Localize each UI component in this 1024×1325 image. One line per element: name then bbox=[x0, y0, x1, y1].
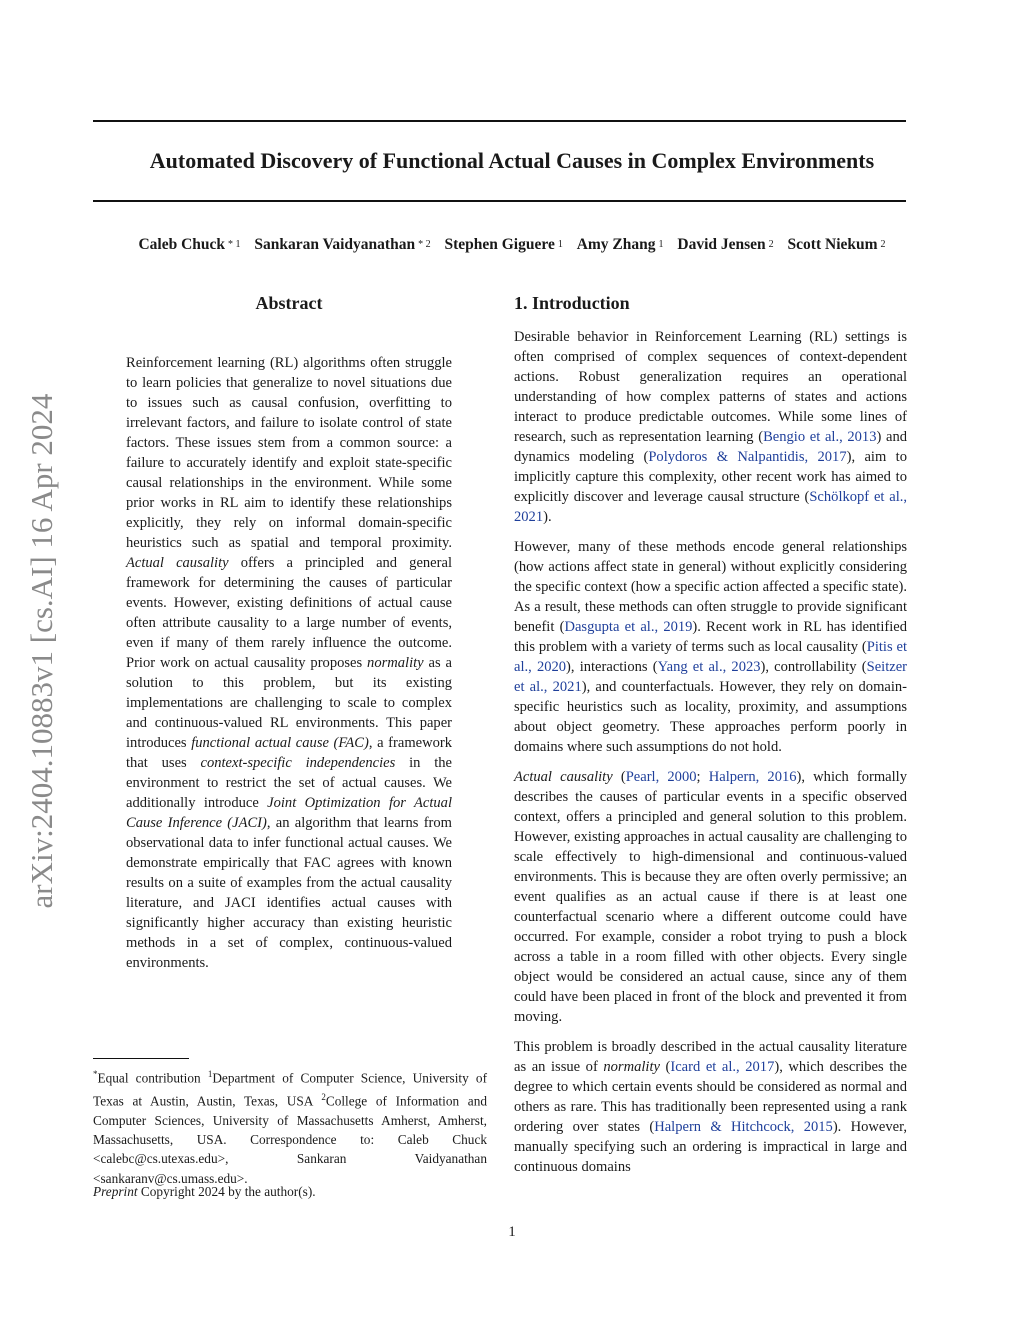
citation-link[interactable]: Halpern, 2016 bbox=[708, 769, 797, 785]
footnote-rule bbox=[93, 1058, 189, 1059]
author: Sankaran Vaidyanathan $^{* 2}$ bbox=[254, 236, 431, 253]
citation-link[interactable]: Seitzer et al., 2021 bbox=[514, 659, 907, 695]
arxiv-side-stamp bbox=[22, 363, 62, 939]
arxiv-identifier: arXiv:2404.10883v1 [cs.AI] 16 Apr 2024 bbox=[24, 393, 59, 909]
abstract-heading: Abstract bbox=[255, 293, 323, 313]
intro-paragraph: This problem is broadly described in the actual causality literature as an issue of normality (Icard et al., 2017), which describes the degree to which certain events should be considered as normal and others as rare. This has traditionally been represented using a rank ordering over states (Halpern & Hitchcock, 2015). However, manually specifying such an ordering is impractical in large and continuous domains bbox=[514, 1039, 907, 1175]
page-number: 1 bbox=[508, 1224, 516, 1240]
citation-link[interactable]: Yang et al., 2023 bbox=[657, 659, 761, 675]
citation-link[interactable]: Bengio et al., 2013 bbox=[763, 429, 877, 445]
affiliation-mark: * 2 bbox=[418, 239, 431, 250]
intro-paragraph: However, many of these methods encode general relationships (how actions affect state in general) without explicitly considering the specific context (how a specific action affected a specific state). As a result, these methods can often struggle to provide significant benefit (Dasgupta et al., 2019). Recent work in RL has identified this problem with a variety of terms such as local causality (Pitis et al., 2020), interactions (Yang et al., 2023), controllability (Seitzer et al., 2021), and counterfactuals. However, they rely on domain-specific heuristics such as locality, proximity, and assumptions about object geometry. These approaches perform poorly in domains where such assumptions do not hold. bbox=[514, 539, 908, 755]
title-top-rule bbox=[93, 120, 906, 122]
abstract-paragraph: Reinforcement learning (RL) algorithms often struggle to learn policies that generalize to novel situations due to issues such as causal confusion, overfitting to irrelevant factors, and failure to isolate control of state factors. These issues stem from a common source: a failure to accurately identify and exploit state-specific causal relationships in the environment. While some prior works in RL aim to identify these relationships explicitly, they rely on informal domain-specific heuristics such as spatial and temporal proximity. Actual causality offers a principled and general framework for determining the causes of particular events. However, existing definitions of actual cause often attribute causality to a large number of events, even if many of them rarely influence the outcome. Prior work on actual causality proposes normality as a solution to this problem, but its existing implementations are challenging to scale to complex and continuous-valued RL environments. This paper introduces functional actual cause (FAC), a framework that uses context-specific independencies in the environment to restrict the set of actual causes. We additionally introduce Joint Optimization for Actual Cause Inference (JACI), an algorithm that learns from observational data to infer functional actual causes. We demonstrate empirically that FAC agrees with known results on a suite of examples from the actual causality literature, and JACI identifies actual causes with significantly higher accuracy than existing heuristic methods in a set of complex, continuous-valued environments. bbox=[126, 355, 453, 971]
author: David Jensen $^2$ bbox=[677, 236, 774, 253]
affiliation-mark: 1 bbox=[658, 239, 664, 250]
author: Scott Niekum $^2$ bbox=[787, 236, 886, 253]
citation-link[interactable]: Pitis et al., 2020 bbox=[514, 639, 907, 675]
affiliation-mark: 2 bbox=[880, 239, 886, 250]
author: Amy Zhang $^1$ bbox=[576, 236, 664, 253]
affiliation-mark: 2 bbox=[768, 239, 774, 250]
author-list bbox=[0, 236, 1024, 254]
copyright-notice: Preprint Copyright 2024 by the author(s). bbox=[93, 1184, 316, 1199]
citation-link[interactable]: Polydoros & Nalpantidis, 2017 bbox=[648, 449, 847, 465]
citation-link[interactable]: Halpern & Hitchcock, 2015 bbox=[654, 1119, 833, 1135]
title-bottom-rule bbox=[93, 200, 906, 202]
intro-paragraph: Desirable behavior in Reinforcement Learning (RL) settings is often comprised of complex sequences of context-dependent actions. Robust generalization requires an operational understanding of how complex patterns of states and actions interact to produce predictable outcomes. While some lines of research, such as representation learning (Bengio et al., 2013) and dynamics modeling (Polydoros & Nalpantidis, 2017), aim to implicitly capture this complexity, other recent work has aimed to explicitly discover and leverage causal structure (Schölkopf et al., 2021). bbox=[514, 329, 908, 525]
affiliation-mark: * 1 bbox=[228, 239, 241, 250]
affiliation-footnote: *Equal contribution $^1$Department of Computer Science, University of Texas at Austin, Austin, Texas, USA $^2$College of Information and Computer Sciences, University of Massachusetts Amherst, Amherst, Massachusetts, USA. Correspondence to: Caleb Chuck <calebc@cs.utexas.edu>, Sankaran Vaidyanathan <sankaranv@cs.umass.edu>. bbox=[93, 1069, 487, 1186]
intro-paragraph: Actual causality (Pearl, 2000; Halpern, 2016), which formally describes the causes of particular events in a specific observed context, offers a principled and general solution to this problem. However, existing approaches in actual causality are challenging to scale effectively to high-dimensional and continuous-valued environments. This is because they are often overly permissive; an event qualifies as an actual cause if there is at least one counterfactual scenario where a different outcome could have occurred. For example, consider a robot trying to push a block across a table in a room filled with other objects. Every single object would be considered an actual cause, since any of them could have been placed in front of the block and prevented it from moving. bbox=[514, 769, 907, 1025]
author: Stephen Giguere $^1$ bbox=[444, 236, 563, 253]
affiliation-mark: 1 bbox=[557, 239, 563, 250]
abstract-body bbox=[126, 353, 452, 973]
citation-link[interactable]: Schölkopf et al., 2021 bbox=[514, 489, 908, 525]
citation-link[interactable]: Dasgupta et al., 2019 bbox=[564, 619, 693, 635]
citation-link[interactable]: Icard et al., 2017 bbox=[670, 1059, 775, 1075]
introduction-heading: 1. Introduction bbox=[514, 293, 630, 313]
introduction-body bbox=[514, 327, 907, 1187]
citation-link[interactable]: Pearl, 2000 bbox=[625, 769, 697, 785]
paper-title: Automated Discovery of Functional Actual Causes in Complex Environments bbox=[149, 148, 875, 173]
author: Caleb Chuck $^{* 1}$ bbox=[138, 236, 241, 253]
